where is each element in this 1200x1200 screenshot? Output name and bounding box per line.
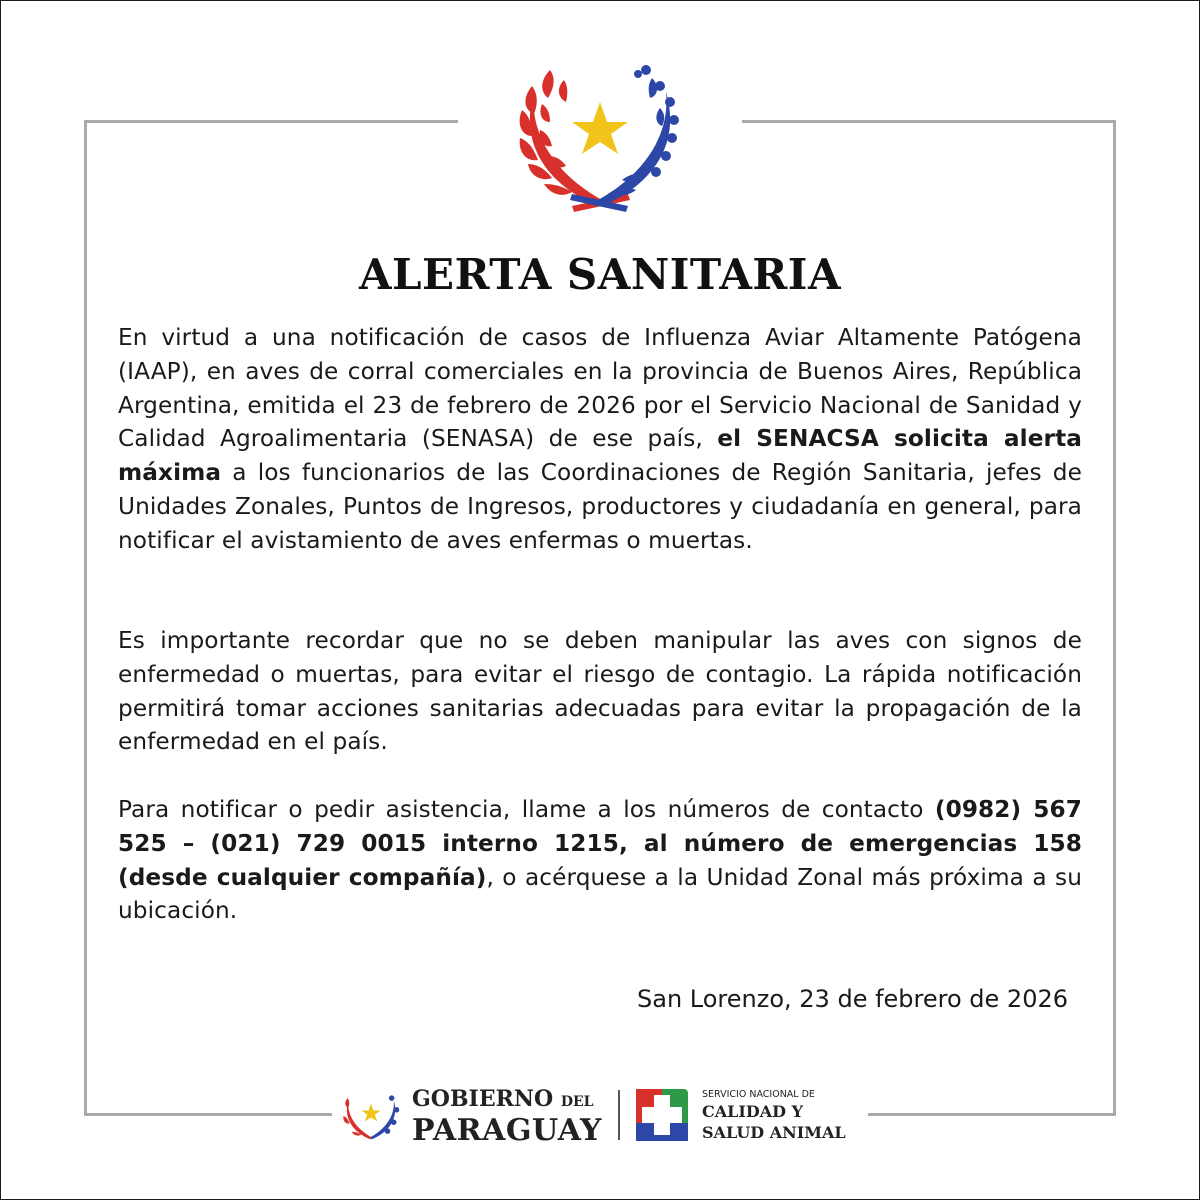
- paragraph-alert: [118, 321, 1082, 558]
- paraguay-coat-of-arms-small-icon: [340, 1085, 402, 1147]
- footer-logos: [340, 1080, 880, 1150]
- dateline: San Lorenzo, 23 de febrero de 2026: [637, 985, 1068, 1013]
- frame-bottom-right: [868, 1113, 1116, 1116]
- frame-top-right: [742, 120, 1116, 123]
- paragraph-contact: [118, 793, 1082, 928]
- contact-numbers: (0982) 567 525 – (021) 729 0015 interno 1215, al número de emergencias 158 (desde cualquier compañía): [118, 796, 1082, 891]
- paragraph-contact-text-1: Para notificar o pedir asistencia, llame a los números de contacto: [118, 796, 935, 823]
- frame-top-left: [84, 120, 458, 123]
- senacsa-line-1: SERVICIO NACIONAL DE: [702, 1089, 815, 1100]
- gobierno-logo-text: [412, 1086, 602, 1147]
- frame-bottom-left: [84, 1113, 332, 1116]
- paragraph-contact-text-2: , o acérquese a la Unidad Zonal más próxima a su ubicación.: [118, 863, 1083, 925]
- paragraph-recommendation: Es importante recordar que no se deben manipular las aves con signos de enfermedad o muertas, para evitar el riesgo de contagio. La rápida notificación permitirá tomar acciones sanitarias adecuadas para evitar la propagación de la enfermedad en el país.: [118, 627, 1082, 756]
- paragraph-alert-text-2: a los funcionarios de las Coordinaciones de Región Sanitaria, jefes de Unidades Zonales, Puntos de Ingresos, productores y ciudadanía en general, para notificar el avistamiento de aves enfermas o muertas.: [118, 459, 1082, 554]
- paragraph-alert-text-1: En virtud a una notificación de casos de Influenza Aviar Altamente Patógena (IAAP), en aves de corral comerciales en la provincia de Buenos Aires, República Argentina, emitida el 23 de febrero de 2026 por el Servicio Nacional de Sanidad y Calidad Agroalimentaria (SENASA) de ese país,: [118, 324, 1082, 453]
- footer-separator: [618, 1090, 620, 1140]
- paraguay-coat-of-arms-icon: [510, 58, 690, 218]
- paraguay-word: PARAGUAY: [412, 1113, 602, 1148]
- senacsa-logo-text: [702, 1088, 846, 1143]
- senacsa-line-3: SALUD ANIMAL: [702, 1123, 846, 1142]
- senacsa-line-2: CALIDAD Y: [702, 1102, 804, 1121]
- gobierno-word: GOBIERNO: [412, 1086, 554, 1112]
- del-word: DEL: [560, 1094, 594, 1110]
- senacsa-cross-icon: [636, 1089, 688, 1141]
- page-title: ALERTA SANITARIA: [358, 250, 842, 299]
- paragraph-alert-bold: el SENACSA solicita alerta máxima: [118, 425, 1082, 487]
